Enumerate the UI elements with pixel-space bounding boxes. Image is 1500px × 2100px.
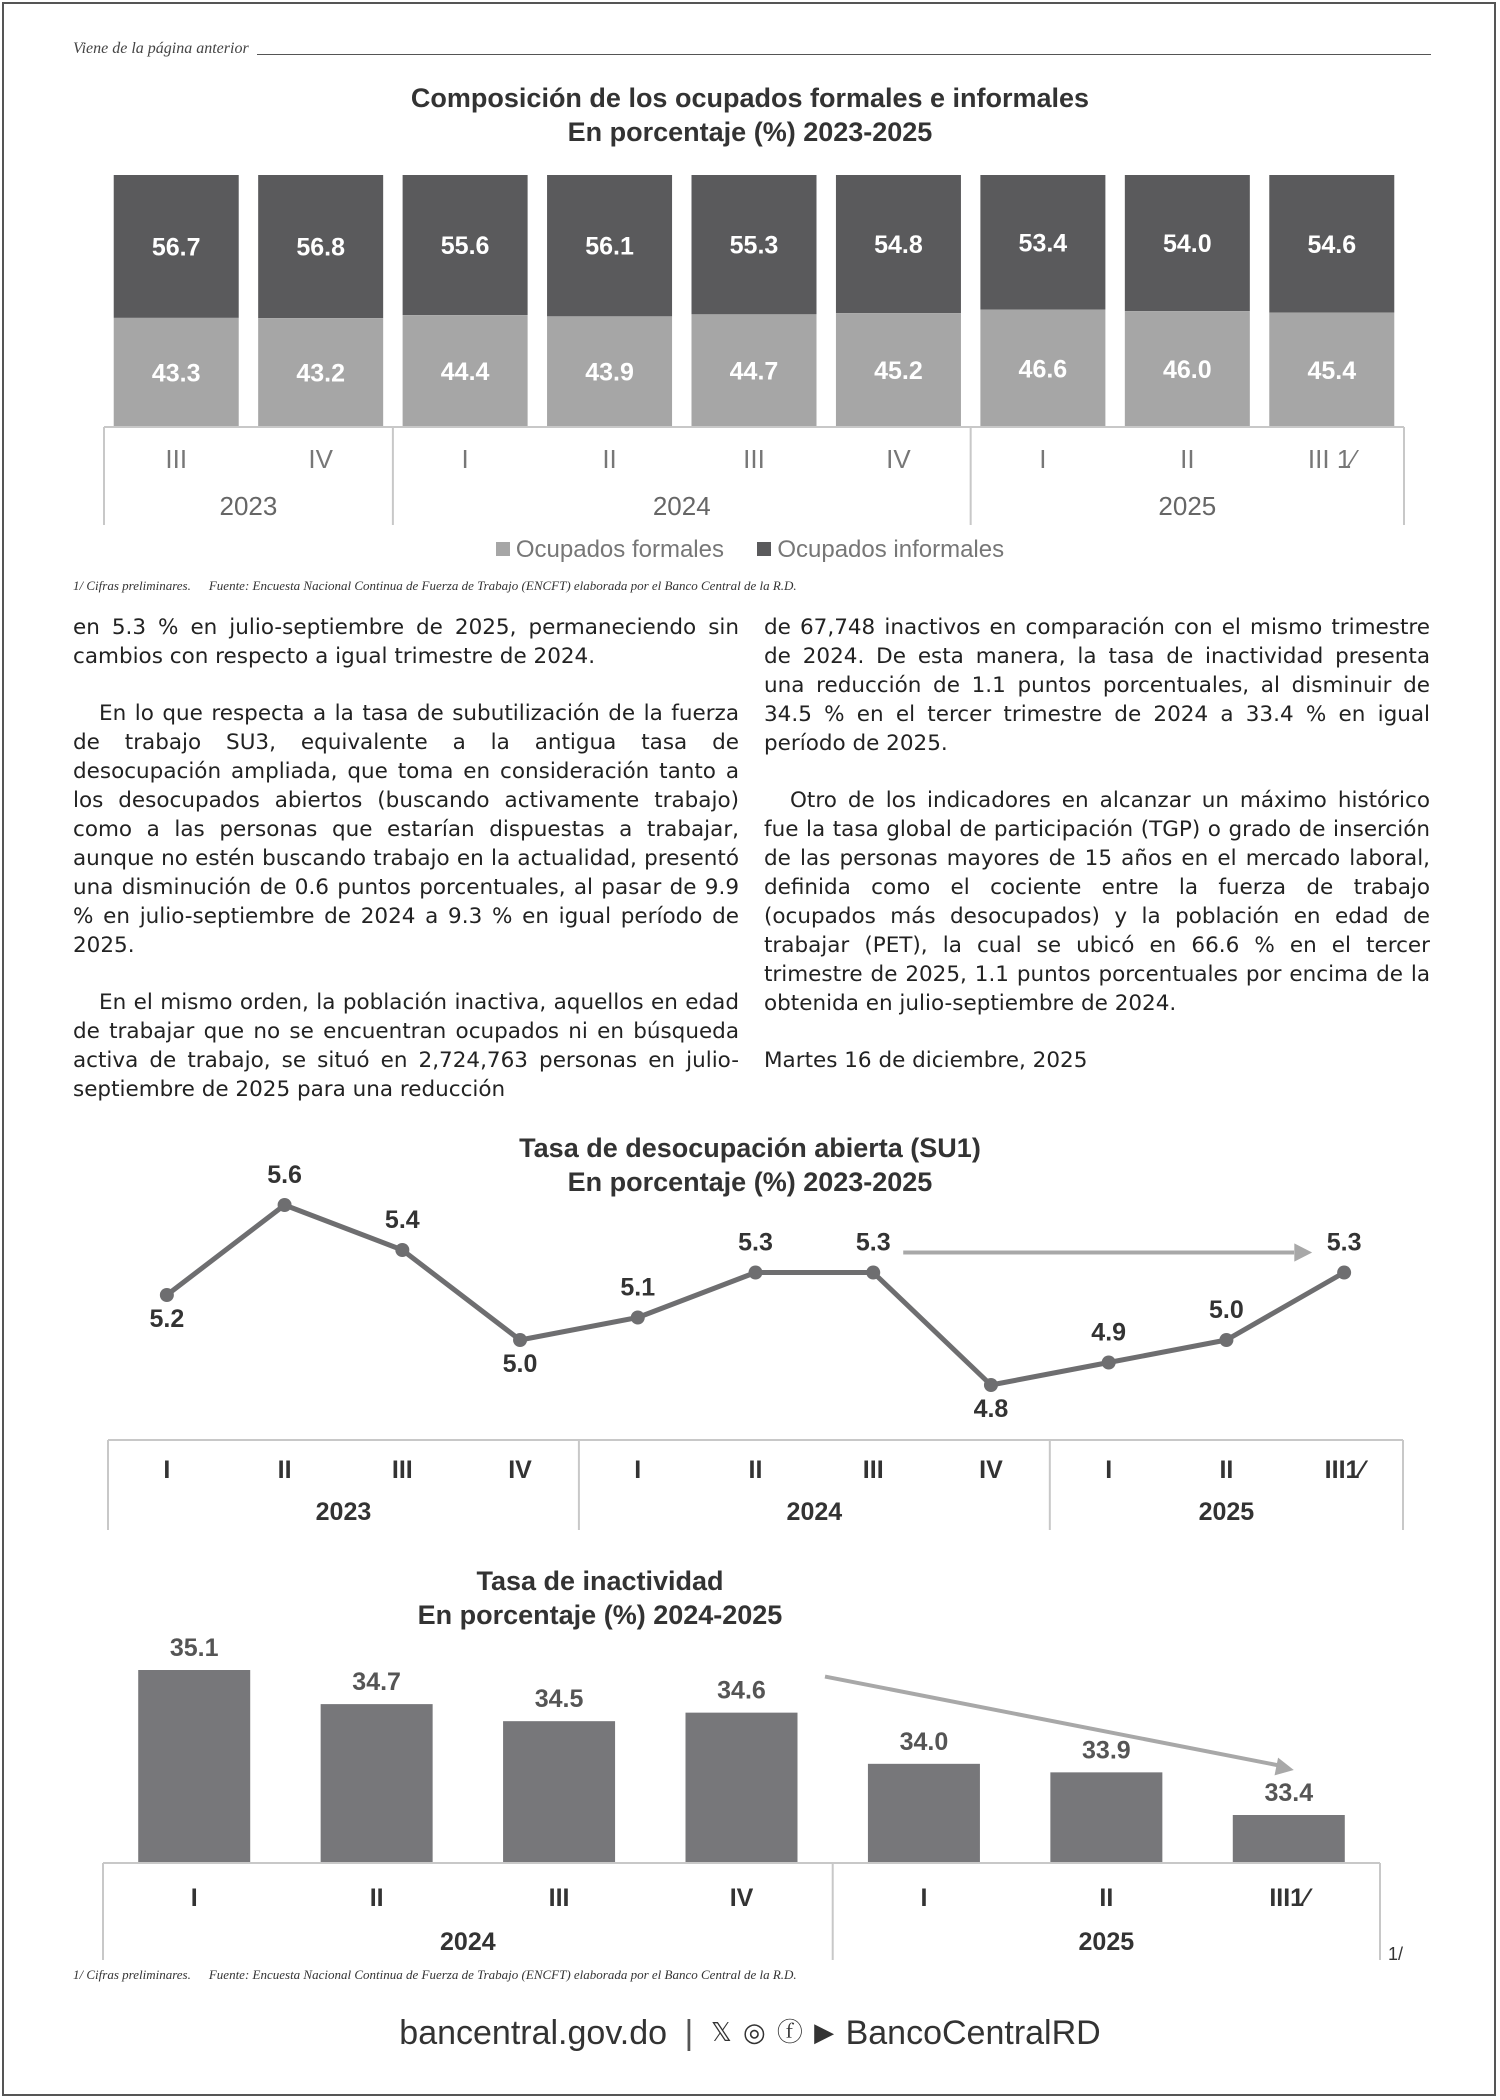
chart3-bar xyxy=(1050,1772,1162,1863)
chart3-bar xyxy=(321,1704,433,1863)
chart3-value-label: 34.7 xyxy=(352,1668,401,1697)
website-link[interactable]: bancentral.gov.do xyxy=(399,2014,668,2052)
chart3-value-label: 35.1 xyxy=(169,1634,219,1662)
value-label-formales: 46.6 xyxy=(1018,355,1068,384)
value-label-formales: 45.2 xyxy=(874,357,923,386)
chart2-tick-label: II xyxy=(277,1456,292,1484)
chart1-tick-label: III xyxy=(165,444,188,474)
chart3-note xyxy=(73,1967,797,1983)
page-footer xyxy=(0,2012,1500,2053)
chart3-subtitle: En porcentaje (%) 2024-2025 xyxy=(417,1599,783,1630)
chart2-tick-label: III xyxy=(391,1456,413,1484)
chart1-source-note: Fuente: Encuesta Nacional Continua de Fuerza de Trabajo (ENCFT) elaborada por el Banco Central de la R.D. xyxy=(208,578,797,593)
chart3-value-label: 33.9 xyxy=(1082,1736,1131,1765)
chart1-tick-label: IV xyxy=(886,444,911,474)
social-icons[interactable]: 𝕏 ◎ ⓕ ▶ xyxy=(710,2017,837,2047)
chart3-group-label: 2024 xyxy=(440,1928,496,1956)
chart2-point xyxy=(1102,1356,1116,1370)
chart3-trend-arrow xyxy=(825,1677,1282,1766)
chart1-tick-label: I xyxy=(461,444,469,474)
value-label-informales: 56.8 xyxy=(296,233,346,262)
chart2-value-label: 4.8 xyxy=(973,1395,1009,1423)
social-handle[interactable]: BancoCentralRD xyxy=(845,2014,1101,2052)
body-left-column xyxy=(73,613,739,1132)
chart2-subtitle: En porcentaje (%) 2023-2025 xyxy=(567,1166,933,1197)
chart2-point xyxy=(749,1266,763,1280)
value-label-informales: 55.6 xyxy=(440,232,490,261)
chart2-value-label: 5.2 xyxy=(149,1305,185,1333)
value-label-formales: 43.9 xyxy=(585,358,634,387)
chart3-bar xyxy=(503,1721,615,1863)
value-label-informales: 56.7 xyxy=(151,233,201,262)
chart3-bar xyxy=(138,1670,250,1863)
chart1-subtitle: En porcentaje (%) 2023-2025 xyxy=(567,116,933,147)
chart2-tick-label: II xyxy=(748,1456,763,1484)
chart1-prelim-note: 1/ Cifras preliminares. xyxy=(73,578,191,593)
value-label-informales: 53.4 xyxy=(1018,229,1068,258)
chart2-value-label: 5.3 xyxy=(738,1228,773,1257)
chart1-formales-informales xyxy=(0,0,1500,540)
chart1-title: Composición de los ocupados formales e informales xyxy=(410,83,1090,113)
chart1-group-label: 2025 xyxy=(1158,491,1217,521)
chart3-prelim-note: 1/ Cifras preliminares. xyxy=(73,1967,191,1982)
chart3-trend-arrow-head xyxy=(1275,1758,1294,1776)
footer-separator: | xyxy=(684,2014,694,2052)
body-date: Martes 16 de diciembre, 2025 xyxy=(764,1048,1088,1073)
chart2-point xyxy=(278,1198,292,1212)
chart3-inactividad xyxy=(0,1540,1500,1960)
body-left-p3: En el mismo orden, la población inactiva, aquellos en edad de trabajar que no se encuentran ocupados ni en búsqueda activa de trabajo, se situó en 2,724,763 personas en julio-septiembre de 2025 para una reducción xyxy=(73,990,739,1102)
value-label-informales: 55.3 xyxy=(729,231,779,260)
chart2-value-label: 5.3 xyxy=(1326,1228,1362,1257)
continued-label: Viene de la página anterior xyxy=(73,40,257,57)
chart2-trend-arrow-head xyxy=(1294,1243,1312,1261)
body-right-column xyxy=(764,613,1430,1103)
chart2-value-label: 5.6 xyxy=(267,1161,302,1189)
chart2-tick-label: II xyxy=(1219,1456,1234,1484)
value-label-formales: 44.4 xyxy=(440,358,490,387)
body-right-p1: de 67,748 inactivos en comparación con el mismo trimestre de 2024. De esta manera, la tasa de inactividad presenta una reducción de 1.1 puntos porcentuales, al disminuir de 34.5 % en el tercer trimestre de 2024 a 33.4 % en igual período de 2025. xyxy=(764,615,1430,756)
chart2-group-label: 2024 xyxy=(786,1498,843,1526)
chart1-legend xyxy=(0,536,1500,564)
chart3-tick-label: III1⁄ xyxy=(1269,1884,1309,1912)
body-left-p1: en 5.3 % en julio-septiembre de 2025, permaneciendo sin cambios con respecto a igual trimestre de 2024. xyxy=(73,615,739,669)
value-label-informales: 54.6 xyxy=(1307,230,1357,259)
legend-swatch-informales xyxy=(757,542,771,556)
chart3-value-label: 34.5 xyxy=(534,1685,584,1714)
chart3-bar xyxy=(868,1764,980,1863)
chart1-group-label: 2023 xyxy=(219,491,278,521)
chart3-tick-label: I xyxy=(920,1884,928,1912)
chart2-point xyxy=(513,1333,527,1347)
value-label-informales: 54.0 xyxy=(1162,230,1212,259)
chart3-title: Tasa de inactividad xyxy=(476,1566,724,1596)
chart3-value-label: 34.0 xyxy=(899,1727,949,1756)
chart3-tick-label: III xyxy=(548,1884,570,1912)
chart3-tick-label: II xyxy=(1099,1884,1114,1912)
chart2-tick-label: I xyxy=(1105,1456,1113,1484)
chart1-tick-label: III 1⁄ xyxy=(1307,444,1356,474)
chart2-tick-label: III1⁄ xyxy=(1324,1456,1364,1484)
chart2-point xyxy=(984,1378,998,1392)
chart2-value-label: 5.4 xyxy=(384,1206,420,1234)
value-label-formales: 45.4 xyxy=(1307,356,1357,385)
chart2-desocupacion xyxy=(0,1100,1500,1540)
value-label-formales: 43.2 xyxy=(296,359,346,388)
chart3-source-note: Fuente: Encuesta Nacional Continua de Fuerza de Trabajo (ENCFT) elaborada por el Banco Central de la R.D. xyxy=(208,1967,797,1982)
chart3-tick-label: I xyxy=(190,1884,198,1912)
chart1-tick-label: IV xyxy=(308,444,333,474)
chart3-group-label: 2025 xyxy=(1078,1928,1135,1956)
chart2-tick-label: IV xyxy=(508,1456,532,1484)
chart1-tick-label: II xyxy=(1180,444,1195,474)
chart2-title: Tasa de desocupación abierta (SU1) xyxy=(519,1133,981,1163)
chart2-tick-label: IV xyxy=(979,1456,1003,1484)
chart2-value-label: 5.3 xyxy=(855,1228,891,1257)
chart2-value-label: 5.0 xyxy=(502,1350,538,1378)
chart2-point xyxy=(395,1243,409,1257)
chart2-group-label: 2025 xyxy=(1198,1498,1255,1526)
chart2-tick-label: III xyxy=(862,1456,884,1484)
legend-informales: Ocupados informales xyxy=(777,536,1005,563)
body-right-p2: Otro de los indicadores en alcanzar un máximo histórico fue la tasa global de participación (TGP) o grado de inserción de las personas mayores de 15 años en el mercado laboral, definida como el cociente entre la fuerza de trabajo (ocupados más desocupados) y la población en edad de trabajar (PET), la cual se ubicó en 66.6 % en el tercer trimestre de 2025, 1.1 puntos porcentuales por encima de la obtenida en julio-septiembre de 2024. xyxy=(764,788,1430,1016)
chart3-tick-label: IV xyxy=(729,1884,754,1912)
legend-formales: Ocupados formales xyxy=(515,536,724,563)
chart3-value-label: 33.4 xyxy=(1264,1779,1314,1807)
value-label-formales: 46.0 xyxy=(1162,356,1212,385)
chart3-bar xyxy=(686,1713,798,1863)
chart1-group-label: 2024 xyxy=(652,491,711,521)
legend-swatch-formales xyxy=(496,542,510,556)
chart2-group-label: 2023 xyxy=(315,1498,372,1526)
chart2-point xyxy=(631,1311,645,1325)
chart3-tick-label: II xyxy=(369,1884,384,1912)
chart2-tick-label: I xyxy=(163,1456,171,1484)
chart2-point xyxy=(866,1266,880,1280)
chart2-value-label: 5.0 xyxy=(1209,1296,1244,1324)
chart2-point xyxy=(1219,1333,1233,1347)
chart2-value-label: 5.1 xyxy=(620,1273,656,1302)
value-label-formales: 44.7 xyxy=(729,357,779,386)
value-label-formales: 43.3 xyxy=(151,359,201,388)
chart1-tick-label: II xyxy=(602,444,617,474)
chart2-point xyxy=(1337,1266,1351,1280)
value-label-informales: 54.8 xyxy=(874,231,923,260)
value-label-informales: 56.1 xyxy=(585,232,634,261)
chart3-value-label: 34.6 xyxy=(717,1676,766,1705)
chart2-value-label: 4.9 xyxy=(1091,1318,1127,1347)
chart2-tick-label: I xyxy=(634,1456,642,1484)
chart1-note xyxy=(73,578,797,594)
chart1-tick-label: III xyxy=(743,444,765,474)
chart2-point xyxy=(160,1288,174,1302)
body-left-p2: En lo que respecta a la tasa de subutilización de la fuerza de trabajo SU3, equivalente a la antigua tasa de desocupación ampliada, que toma en consideración tanto a los desocupados abiertos (buscando activamente trabajo) como a las personas que estarían dispuestas a trabajar, aunque no estén buscando trabajo en la actualidad, presentó una disminución de 0.6 puntos porcentuales, al pasar de 9.9 % en julio-septiembre de 2024 a 9.3 % en igual período de 2025. xyxy=(73,701,739,958)
chart3-bar xyxy=(1233,1815,1345,1863)
chart1-tick-label: I xyxy=(1039,444,1047,474)
stray-footnote-mark: 1/ xyxy=(1388,1944,1404,1964)
